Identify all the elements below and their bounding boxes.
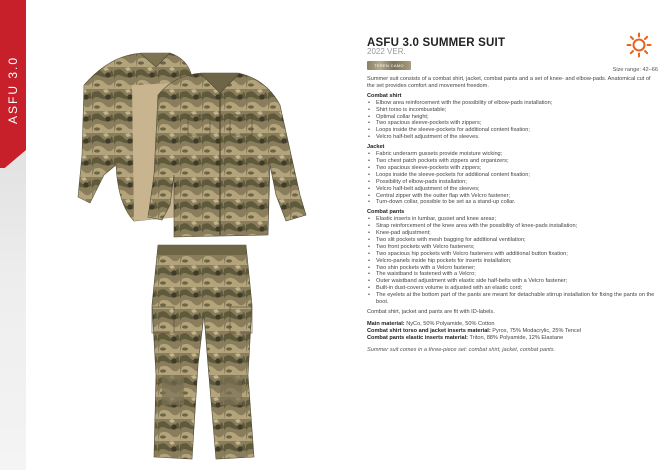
material-row <box>367 321 657 328</box>
list-item: • Velcro half-belt adjustment of the sleeves; <box>367 186 657 193</box>
intro-text: Summer suit consists of a combat shirt, jacket, combat pants and a set of knee- and elbow-pads. Anatomical cut of the set provides comfort and movement freedom. <box>367 76 651 89</box>
material-label: Combat pants elastic inserts material: <box>367 334 469 341</box>
list-item: • Two front pockets with Velcro fasteners; <box>367 244 657 251</box>
material-value: Triton, 88% Polyamide, 12% Elastane <box>469 334 564 341</box>
list-item: • Velcro half-belt adjustment of the sleeves. <box>367 134 657 141</box>
list-item: • Elbow area reinforcement with the possibility of elbow-pads installation; <box>367 100 657 107</box>
description <box>367 76 657 354</box>
list-item: • Two shin pockets with a Velcro fastener; <box>367 265 657 272</box>
list-item: • Two spacious sleeve-pockets with zippers; <box>367 165 657 172</box>
material-value: Pyros, 75% Modacrylic, 25% Tencel <box>492 327 582 334</box>
list-item: • The eyelets at the bottom part of the pants are meant for detachable stirrup installation for fixing the pants on the boot. <box>367 292 657 306</box>
list-item: • Loops inside the sleeve-pockets for additional content fixation; <box>367 127 657 134</box>
material-row <box>367 328 657 335</box>
list-item: • Knee-pad adjustment; <box>367 230 657 237</box>
set-note: Summer suit comes in a three-piece set: combat shirt, jacket, combat pants. <box>367 346 556 353</box>
feature-list <box>367 100 657 141</box>
version-label: 2022 VER. <box>367 47 406 56</box>
list-item: • Elastic inserts in lumbar, gusset and knee areas; <box>367 216 657 223</box>
materials-list <box>367 321 657 342</box>
list-item: • Outer waistband adjustment with elastic side half-belts with a Velcro fastener; <box>367 278 657 285</box>
side-band-label: ASFU 3.0 <box>6 55 20 125</box>
side-band-grey <box>0 168 26 470</box>
list-item: • Strap reinforcement of the knee area with the possibility of knee-pads installation; <box>367 223 657 230</box>
material-label: Main material: <box>367 320 405 327</box>
list-item: • Optimal collar height; <box>367 114 657 121</box>
side-band <box>0 0 26 470</box>
list-item: • Loops inside the sleeve-pockets for additional content fixation; <box>367 172 657 179</box>
camo-badge: TEREN CAMO <box>367 61 411 70</box>
material-label: Combat shirt torso and jacket inserts material: <box>367 327 491 334</box>
sun-icon <box>626 32 652 58</box>
combat-pants-image <box>152 245 254 459</box>
size-range: Size range: 42–66 <box>612 67 658 73</box>
product-photo <box>70 45 320 465</box>
material-value: NyCo, 50% Polyamide, 50% Cotton <box>406 320 495 327</box>
feature-sections <box>367 93 657 306</box>
section-title: Combat pants <box>367 209 405 216</box>
list-item: • Two spacious hip pockets with Velcro fasteners with additional button fixation; <box>367 251 657 258</box>
list-item: • The waistband is fastened with a Velcro; <box>367 271 657 278</box>
section-title: Jacket <box>367 144 385 151</box>
page-title: ASFU 3.0 SUMMER SUIT <box>367 37 506 49</box>
list-item: • Fabric underarm gussets provide moisture wicking; <box>367 151 657 158</box>
list-item: • Velcro-panels inside hip pockets for inserts installation; <box>367 258 657 265</box>
list-item: • Turn-down collar, possible to be set as a stand-up collar. <box>367 199 657 206</box>
list-item: • Two chest patch pockets with zippers and organizers; <box>367 158 657 165</box>
section-title: Combat shirt <box>367 92 402 99</box>
list-item: • Built-in dust-covers volume is adjusted with an elastic cord; <box>367 285 657 292</box>
material-row <box>367 335 657 342</box>
list-item: • Two spacious sleeve-pockets with zippers; <box>367 120 657 127</box>
feature-list <box>367 216 657 306</box>
list-item: • Possibility of elbow-pads installation; <box>367 179 657 186</box>
list-item: • Two slit pockets with mesh bagging for additional ventilation; <box>367 237 657 244</box>
list-item: • Central zipper with the outter flap with Velcro fastener; <box>367 193 657 200</box>
feature-list <box>367 151 657 206</box>
id-labels-note: Combat shirt, jacket and pants are fit with ID-labels. <box>367 309 495 315</box>
list-item: • Shirt torso is incombustable; <box>367 107 657 114</box>
